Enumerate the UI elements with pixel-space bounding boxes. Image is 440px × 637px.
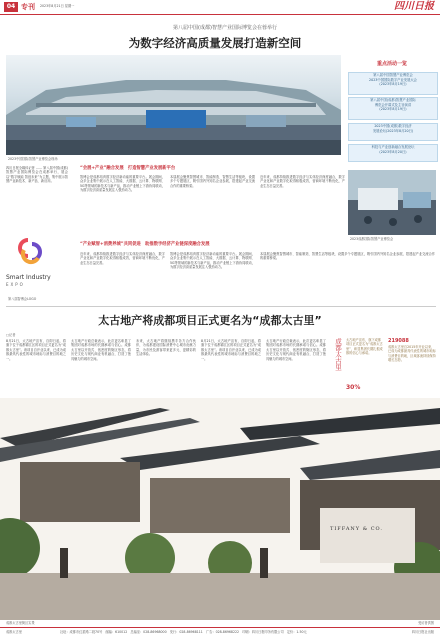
main-kicker: 第八届中国(成都)智慧产业国际博览会在蓉举行 [173,25,277,31]
second-body-4: 8月21日，太古地产宣布，自即日起，将旗下位于成都锦江区的项目正式更名为“成都太古里”。该项目自开业以来，已成为成都最具代表性的城市地标与消费目的地之一。 [201,339,261,361]
taikoo-li-photo [0,398,440,620]
main-headline: 为数字经济高质量发展打造新空间 [128,36,302,50]
right-sidebar-note [388,338,436,396]
main-body-5: 智博会是成都培育数字经济新动能的重要平台。展会期间，众多企业集中展示在人工智能、大数据、云计算、物联网、5G等领域的新技术与新产品，推动产业链上下游协同联动，为数字经济高质量发展注入强劲动力。 [170,252,255,270]
main-body-6: 本届展会聚焦智慧城市、智能制造、智慧生活等板块，设置多个专题展区，吸引国内外知名企业参展，搭建起产业交流合作的重要桥梁。 [260,252,435,261]
reporter-note: □记者 [6,333,16,337]
quote-caption: 太古地产宣布，旗下成都项目正式更名为“成都太古里”，彰显集团长期扎根成都的信心与承诺。 [346,338,383,355]
footer-right: 四川日报社出版 [411,630,434,634]
second-body-1: 8月21日，太古地产宣布，自即日起，将旗下位于成都锦江区的项目正式更名为“成都太古里”。该项目自开业以来，已成为成都最具代表性的城市地标与消费目的地之一。 [6,339,66,361]
sidebar-item: 第八届中国(成都)智慧产业国际 博览会开幕式及主旨演讲 (2023年8月19日) [348,97,438,120]
side-note-number: 219088 [388,338,409,344]
logo-text-sub: EXPO [6,282,25,287]
paper-masthead: 四川日报 [394,1,434,12]
bottom-photo-caption: 成都太古里街区实景 [6,621,35,625]
second-body-5: 太古地产行政总裁表示，此次更名彰显了集团对成都市场的长期承诺与信心。成都太古里以开放式、低密度的街区形态，将历史文化与现代商业有机融合，打造了独具魅力的城市空间。 [266,339,326,361]
sidebar-item: 科技与产业创新融合发展论坛 (2023年8月20日) [348,144,438,162]
main-body-2: 本届展会聚焦智慧城市、智能制造、智慧生活等板块，设置多个专题展区，吸引国内外知名企业参展，搭建起产业交流合作的重要桥梁。 [170,175,255,188]
main-body-3: 近年来，成都持续推进数字经济与实体经济深度融合，数字产业化和产业数字化取得积极成效，营商环境不断优化，产业生态日益完善。 [260,175,345,188]
logo-text-main: Smart Industry [6,274,51,281]
lead-text: 四川日报全媒体记者 …… 第八届中国(成都)智慧产业国际博览会在成都举行，展会以“数字赋能 智创未来”为主题，集中展示智慧产业新技术、新产品、新应用。 [6,166,68,184]
quote-box [346,338,384,396]
vertical-title: 成都太古里 [334,338,342,371]
sidebar-item: 第八届中国智慧产业博览会 2023中国国际数字产业发展大会 (2023年8月19日) [348,72,438,95]
section-divider [6,306,436,307]
sidebar-photo-caption: 2023成都国际智慧产业博览会 [350,237,394,241]
side-note-text: 成都太古里自2015年开业以来，已成为成都最具代表性的城市地标与消费目的地，区域客流持续保持增长态势。 [388,345,436,362]
second-body-2: 太古地产行政总裁表示，此次更名彰显了集团对成都市场的长期承诺与信心。成都太古里以开放式、低密度的街区形态，将历史文化与现代商业有机融合，打造了独具魅力的城市空间。 [71,339,131,361]
page-header [0,0,440,15]
second-body-3: 未来，太古地产将继续携手各方合作伙伴，为成都建设国际消费中心城市贡献力量，为市民及游客带来更多元、更精彩的生活体验。 [136,339,196,357]
expo-hall-photo [6,55,341,155]
page-number-badge: 04 [4,2,18,12]
bottom-photo-credit: 受访者供图 [418,621,434,625]
section-label: 专刊 [21,3,35,11]
sidebar-title: 重点活动一览 [376,61,407,67]
footer-center: 社址：成都市红星路二段70号 邮编：610012 总编室：028-86968000 发行：028-86968111 广告：028-86968222 印刷：四川日报印务有限公司 定价：1.50元 [60,630,307,634]
footer-left: 成都太古里 [6,630,22,634]
subhead-2: “产业赋智+消费养城”共同促进 助推数字经济产业链深度融合发展 [80,242,210,247]
sidebar-photo [348,170,436,235]
logo-caption: 第八届智博会LOGO [8,297,37,301]
shop-sign: TIFFANY & CO. [330,526,383,532]
smart-industry-logo [6,236,68,296]
sidebar-item: 2023中国(成都)数字经济 发展论坛(2023年8月20日) [348,123,438,141]
subhead-1: “会展+产业”融合发展 打造智慧产业发展新平台 [80,166,176,171]
main-body-1: 智博会是成都培育数字经济新动能的重要平台。展会期间，众多企业集中展示在人工智能、大数据、云计算、物联网、5G等领域的新技术与新产品，推动产业链上下游协同联动，为数字经济高质量发展注入强劲动力。 [80,175,165,193]
issue-date: 2023年8月21日 星期一 [40,4,75,8]
main-body-4: 近年来，成都持续推进数字经济与实体经济深度融合，数字产业化和产业数字化取得积极成效，营商环境不断优化，产业生态日益完善。 [80,252,165,265]
quote-number: 30% [346,384,361,391]
second-headline: 太古地产将成都项目正式更名为“成都太古里” [98,314,322,327]
main-photo-caption: 2023中国国际智慧产业博览会现场 [8,157,58,161]
